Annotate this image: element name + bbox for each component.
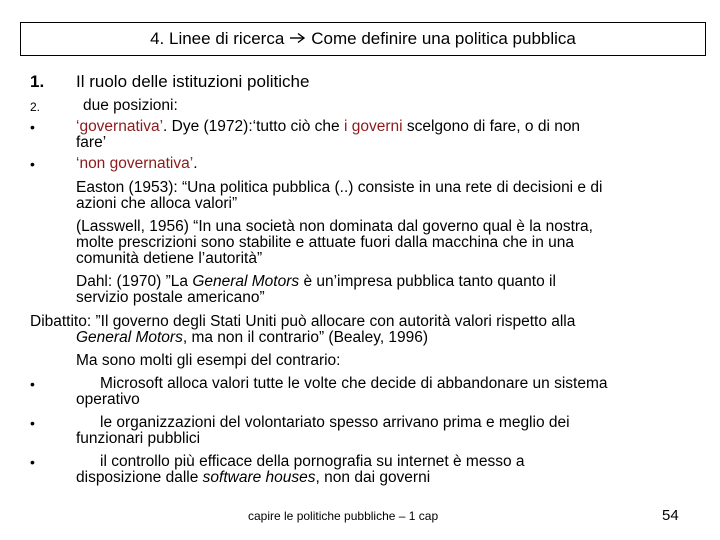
example-1-line-1: Microsoft alloca valori tutte le volte che decide di abbandonare un sistema xyxy=(100,375,608,392)
bullet: • xyxy=(30,415,35,431)
governativa-line-2: fare’ xyxy=(76,134,107,151)
non-governativa-label: ‘non governativa’ xyxy=(76,155,194,172)
footer-text: capire le politiche pubbliche – 1 cap xyxy=(248,509,439,523)
dahl-line-2: servizio postale americano” xyxy=(76,289,265,306)
dibattito-line-3: Ma sono molti gli esempi del contrario: xyxy=(76,352,341,369)
governi-highlight: i governi xyxy=(343,118,403,135)
bullet: • xyxy=(30,156,35,172)
title-right: Come definire una politica pubblica xyxy=(311,29,576,48)
dahl-line-1: Dahl: (1970) ”La General Motors è un’impresa pubblica tanto quanto il xyxy=(76,273,556,290)
example-1-line-2: operativo xyxy=(76,391,140,408)
bullet: • xyxy=(30,119,35,135)
dibattito-line-1: Dibattito: ”Il governo degli Stati Uniti può allocare con autorità valori rispetto alla xyxy=(30,313,576,330)
lasswell-line-1: (Lasswell, 1956) “In una società non dominata dal governo qual è la nostra, xyxy=(76,218,593,235)
example-2-line-2: funzionari pubblici xyxy=(76,430,201,447)
item-number: 2. xyxy=(30,100,41,114)
example-2-line-1: le organizzazioni del volontariato spesso arrivano prima e meglio dei xyxy=(100,414,570,431)
title-left: 4. Linee di ricerca xyxy=(150,29,285,48)
governativa-label: ‘governativa’ xyxy=(76,118,164,135)
dibattito-line-2: General Motors, ma non il contrario” (Bealey, 1996) xyxy=(76,329,429,346)
section-number: 1. xyxy=(30,72,45,91)
arrow-right-icon xyxy=(289,29,306,49)
example-3-line-1: il controllo più efficace della pornografia su internet è messo a xyxy=(100,453,525,470)
bullet: • xyxy=(30,454,35,470)
section-title: Il ruolo delle istituzioni politiche xyxy=(76,72,310,91)
slide-title xyxy=(20,22,706,56)
lasswell-line-2: molte prescrizioni sono stabilite e attuate fuori dalla macchina che in una xyxy=(76,234,574,251)
lasswell-line-3: comunità detiene l’autorità” xyxy=(76,250,263,267)
item-text: due posizioni: xyxy=(83,97,178,114)
easton-line-2: azioni che alloca valori” xyxy=(76,195,238,212)
non-governativa-line: ‘non governativa’. xyxy=(76,155,198,172)
example-3-line-2: disposizione dalle software houses, non dai governi xyxy=(76,469,431,486)
governativa-line: ‘governativa’. Dye (1972):‘tutto ciò che i governi scelgono di fare, o di non xyxy=(76,118,581,135)
bullet: • xyxy=(30,376,35,392)
easton-line-1: Easton (1953): “Una politica pubblica (..) consiste in una rete di decisioni e di xyxy=(76,179,603,196)
page-number: 54 xyxy=(662,507,679,524)
